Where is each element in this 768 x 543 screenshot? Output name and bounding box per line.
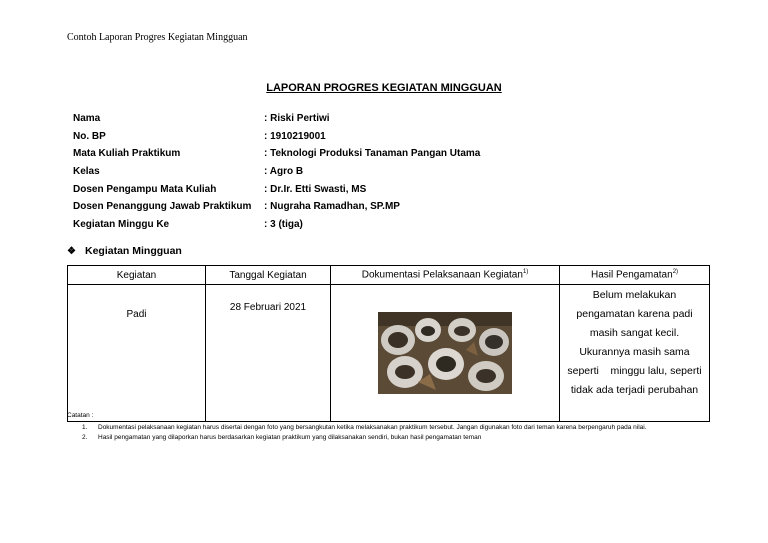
cell-dokumentasi [331,285,560,422]
info-label: Nama [73,113,101,125]
header-dokumentasi: Dokumentasi Pelaksanaan Kegiatan$^{1)}$ [331,266,560,285]
section-title: Kegiatan Mingguan [85,245,182,257]
activity-table [67,265,710,422]
table-header-row [68,266,710,285]
section-heading [67,245,182,257]
hasil-line: tidak ada terjadi perubahan [570,384,699,396]
info-label: Kelas [73,166,100,178]
info-value: : 3 (tiga) [264,218,303,230]
catatan-number: 1. [82,424,88,431]
report-title: LAPORAN PROGRES KEGIATAN MINGGUAN [266,82,502,94]
table-row [68,285,710,422]
header-kegiatan: Kegiatan [68,266,206,285]
hasil-line: seperti minggu lalu, seperti [567,365,702,377]
info-row-matakuliah [73,145,480,163]
hasil-line: Ukurannya masih sama [579,346,690,358]
catatan-text: Hasil pengamatan yang dilaporkan harus berdasarkan kegiatan praktikum yang dilaksanakan sendiri, bukan hasil pengamatan teman [98,434,482,441]
list-item [82,433,692,443]
header-tanggal: Tanggal Kegiatan [206,266,331,285]
info-label: Dosen Pengampu Mata Kuliah [73,183,217,195]
documentation-photo [378,312,512,394]
catatan-text: Dokumentasi pelaksanaan kegiatan harus disertai dengan foto yang bersangkutan ketika melaksanakan praktikum tersebut. Jangan digunakan foto dari teman karena berpengaruh pada nilai. [98,424,647,431]
info-label: Dosen Penanggung Jawab Praktikum [73,201,252,213]
info-row-dosen-pj [73,198,480,216]
hasil-text [560,285,709,400]
catatan-label: Catatan : [67,412,94,419]
diamond-bullet-icon: ❖ [67,245,76,257]
catatan-list [82,423,692,443]
info-value: : Riski Pertiwi [264,113,330,125]
info-value: : Teknologi Produksi Tanaman Pangan Utama [264,148,481,160]
info-row-nobp [73,128,480,146]
info-value: : Agro B [264,166,304,178]
info-label: Mata Kuliah Praktikum [73,148,181,160]
info-value: : Dr.Ir. Etti Swasti, MS [264,183,367,195]
info-label: Kegiatan Minggu Ke [73,218,170,230]
info-row-kelas [73,163,480,181]
cell-kegiatan: Padi [68,285,206,422]
catatan-number: 2. [82,434,88,441]
header-note: Contoh Laporan Progres Kegiatan Mingguan [67,32,248,43]
info-row-minggu [73,216,480,234]
cell-tanggal: 28 Februari 2021 [206,285,331,422]
hasil-line: masih sangat kecil. [589,327,680,339]
header-hasil: Hasil Pengamatan$^{2)}$ [560,266,710,285]
info-value: : Nugraha Ramadhan, SP.MP [264,201,400,213]
seedling-pots-photo-icon [378,312,512,394]
hasil-line: Belum melakukan [592,289,677,301]
info-value: : 1910219001 [264,130,326,142]
info-row-dosen-pengampu [73,180,480,198]
info-label: No. BP [73,130,106,142]
list-item [82,423,692,433]
identity-info [73,110,480,233]
cell-hasil [560,285,710,422]
info-row-nama [73,110,480,128]
hasil-line: pengamatan karena padi [576,308,693,320]
